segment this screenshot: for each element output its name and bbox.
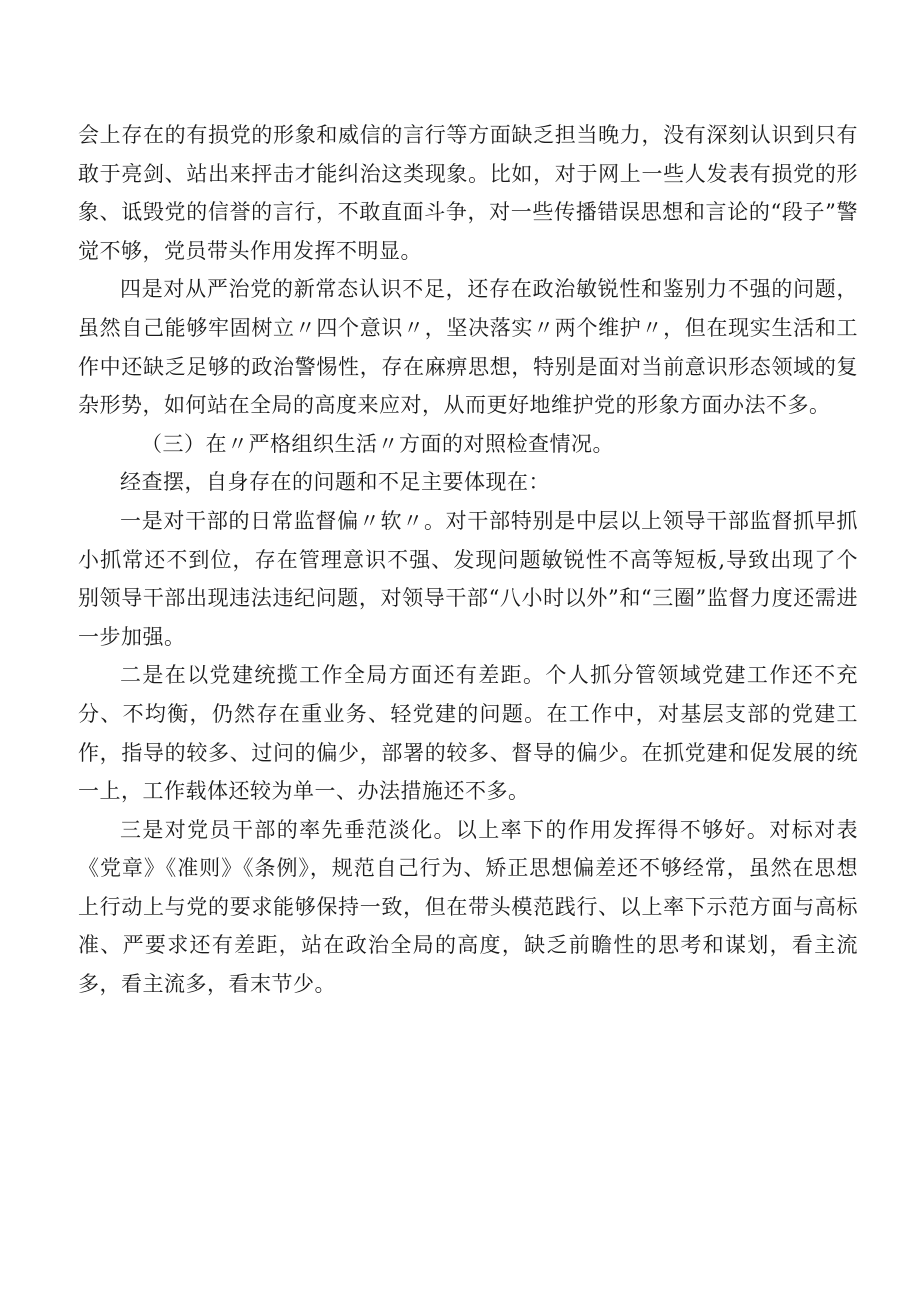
paragraph-point-two: 二是在以党建统揽工作全局方面还有差距。个人抓分管领域党建工作还不充分、不均衡，仍然存在重业务、轻党建的问题。在工作中，对基层支部的党建工作，指导的较多、过问的偏少，部署的较多、督导的偏少。在抓党建和促发展的统一上，工作载体还较为单一、办法措施还不多。 xyxy=(78,663,858,804)
paragraph-point-four: 四是对从严治党的新常态认识不足，还存在政治敏锐性和鉴别力不强的问题，虽然自己能够牢固树立〃四个意识〃，坚决落实〃两个维护〃，但在现实生活和工作中还缺乏足够的政治警惕性，存在麻痹思想，特别是面对当前意识形态领域的复杂形势，如何站在全局的高度来应对，从而更好地维护党的形象方面办法不多。 xyxy=(78,277,858,418)
paragraph-review-intro: 经查摆，自身存在的问题和不足主要体现在： xyxy=(120,470,550,495)
section-heading-three: （三）在〃严格组织生活〃方面的对照检查情况。 xyxy=(141,431,614,456)
paragraph-point-three: 三是对党员干部的率先垂范淡化。以上率下的作用发挥得不够好。对标对表《党章》《准则》《条例》，规范自己行为、矫正思想偏差还不够经常，虽然在思想上行动上与党的要求能够保持一致，但在带头模范践行、以上率下示范方面与高标准、严要求还有差距，站在政治全局的高度，缺乏前瞻性的思考和谋划，看主流多，看主流多，看末节少。 xyxy=(78,817,858,997)
paragraph-continuation: 会上存在的有损党的形象和威信的言行等方面缺乏担当晚力，没有深刻认识到只有敢于亮剑、站出来抨击才能纠治这类现象。比如，对于网上一些人发表有损党的形象、诋毁党的信誉的言行，不敢直面斗争，对一些传播错误思想和言论的“段子”警觉不够，党员带头作用发挥不明显。 xyxy=(78,123,858,263)
paragraph-point-one: 一是对干部的日常监督偏〃软〃。对干部特别是中层以上领导干部监督抓早抓小抓常还不到位，存在管理意识不强、发现问题敏锐性不高等短板,导致出现了个别领导干部出现违法违纪问题，对领导干部“八小时以外”和“三圈”监督力度还需进一步加强。 xyxy=(78,508,858,649)
document-body xyxy=(78,116,858,1004)
